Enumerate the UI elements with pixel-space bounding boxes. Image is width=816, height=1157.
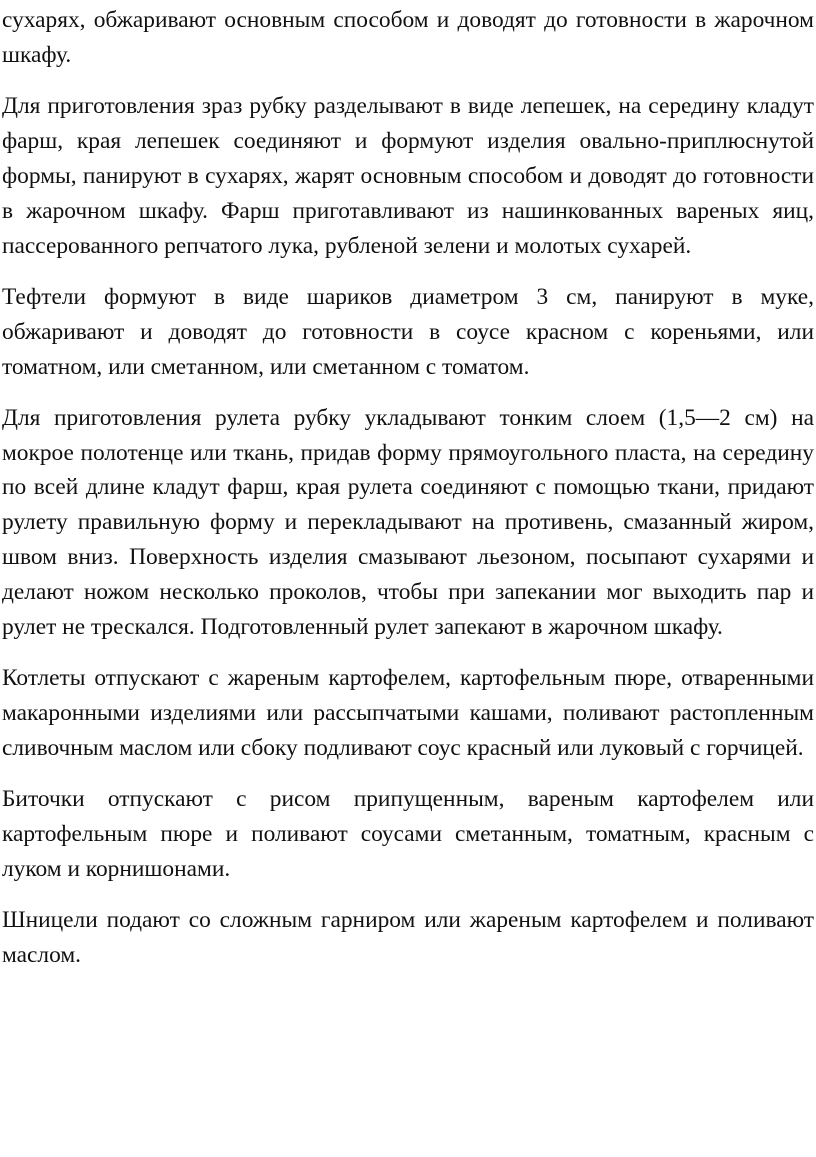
paragraph-tefteli: Тефтели формуют в виде шариков диаметром 3 см, панируют в муке, обжаривают и доводят до готовности в соусе красном с кореньями, или томатном, или сметанном, или сметанном с томатом. xyxy=(2,283,814,380)
paragraph-shnitseli: Шницели подают со сложным гарниром или жареным картофелем и поливают маслом. xyxy=(2,906,814,968)
paragraph-bitochki: Биточки отпускают с рисом припущенным, вареным картофелем или картофельным пюре и поливают соусами сметанным, томатным, красным с луком и корнишонами. xyxy=(2,786,814,882)
paragraph-zrazy: Для приготовления зраз рубку разделывают в виде лепешек, на середину кладут фарш, края лепешек соединяют и формуют изделия овально-приплюснутой формы, панируют в сухарях, жарят основным способом и доводят до готовности в жарочном шкафу. Фарш приготавливают из нашинкованных вареных яиц, пассерованного репчатого лука, рубленой зелени и молотых сухарей. xyxy=(2,93,814,259)
paragraph-kotlety: Котлеты отпускают с жареным картофелем, картофельным пюре, отваренными макаронными изделиями или рассыпчатыми кашами, поливают растопленным сливочным маслом или сбоку подливают соус красный или луковый с горчицей. xyxy=(2,665,814,761)
paragraph-rulet: Для приготовления рулета рубку укладывают тонким слоем (1,5—2 см) на мокрое полотенце или ткань, придав форму прямоугольного пласта, на середину по всей длине кладут фарш, края рулета соединяют с помощью ткани, придают рулету правильную форму и перекладывают на противень, смазанный жиром, швом вниз. Поверхность изделия смазывают льезоном, посыпают сухарями и делают ножом несколько проколов, чтобы при запекании мог выходить пар и рулет не трескался. Подготовленный рулет запекают в жарочном шкафу. xyxy=(2,404,814,641)
paragraph-breading-continuation: сухарях, обжаривают основным способом и доводят до готовности в жарочном шкафу. xyxy=(2,7,814,68)
